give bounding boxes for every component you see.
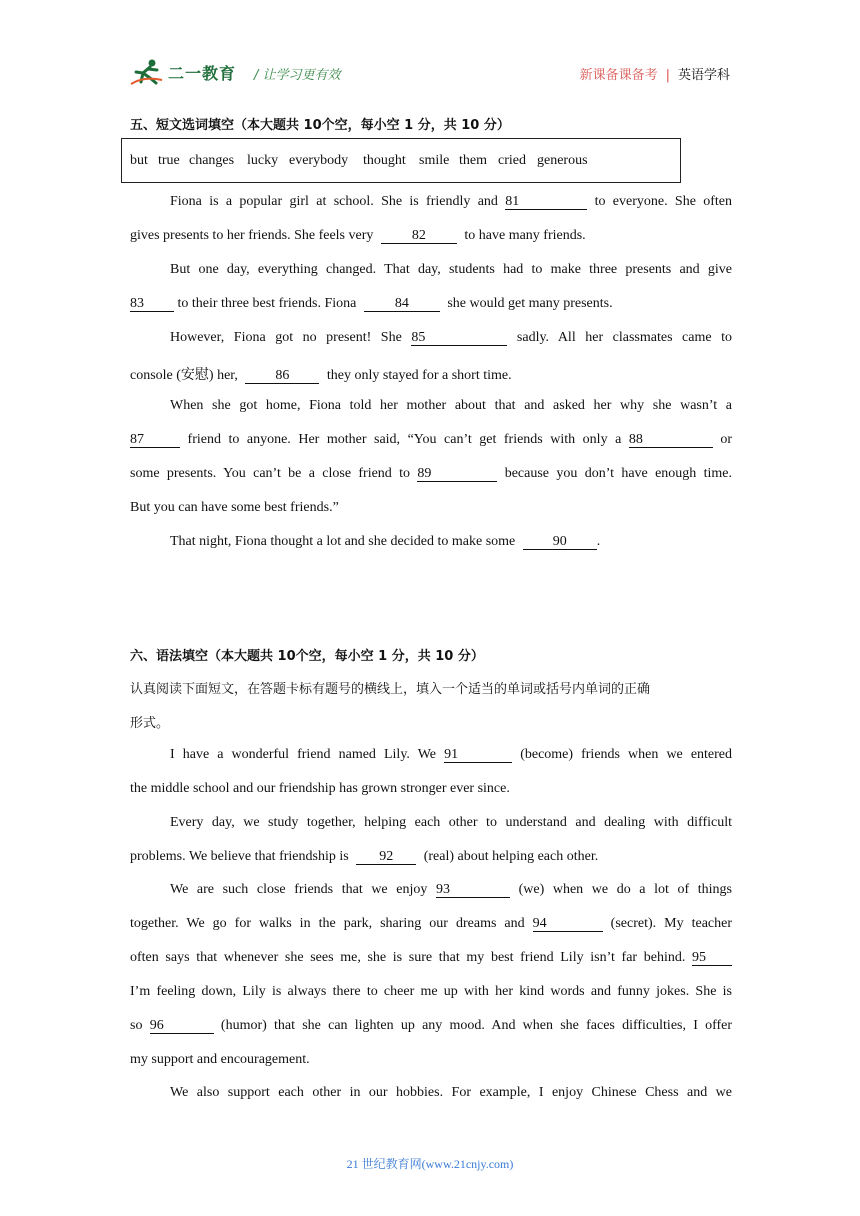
text: or bbox=[720, 432, 733, 447]
header-subject-label: 英语学科 bbox=[677, 68, 730, 83]
section5-title: 五、短文选词填空（本大题共 10个空，每小空 1 分，共 10 分） bbox=[130, 118, 510, 133]
passage5-line bbox=[130, 466, 732, 482]
blank-91[interactable]: 91 bbox=[444, 748, 512, 763]
word-bank-item: cried bbox=[498, 153, 526, 168]
blank-96[interactable]: 96 bbox=[150, 1019, 214, 1034]
passage5-line bbox=[130, 228, 586, 244]
text: to their three best friends. Fiona bbox=[177, 296, 357, 311]
text: console (安慰) her, bbox=[130, 368, 238, 383]
text: to have many friends. bbox=[464, 228, 586, 243]
word-bank-item: smile bbox=[419, 153, 450, 168]
passage5-line bbox=[170, 330, 732, 346]
blank-81[interactable]: 81 bbox=[505, 195, 587, 210]
word-bank-item: them bbox=[459, 153, 487, 168]
text: (become) friends when we entered bbox=[520, 747, 733, 762]
blank-95[interactable]: 95 bbox=[692, 951, 732, 966]
passage5-line: But one day, everything changed. That day, students had to make three presents and give bbox=[170, 262, 732, 277]
text: problems. We believe that friendship is bbox=[130, 849, 349, 864]
passage6-line: the middle school and our friendship has grown stronger ever since. bbox=[130, 781, 510, 796]
blank-82[interactable]: 82 bbox=[381, 229, 457, 244]
logo bbox=[130, 58, 236, 86]
passage5-line bbox=[170, 194, 732, 210]
text: they only stayed for a short time. bbox=[326, 368, 512, 383]
blank-88[interactable]: 88 bbox=[629, 433, 713, 448]
blank-86[interactable]: 86 bbox=[245, 369, 319, 384]
text: so bbox=[130, 1018, 143, 1033]
text: together. We go for walks in the park, sharing our dreams and bbox=[130, 916, 525, 931]
passage6-line bbox=[130, 950, 732, 966]
blank-89[interactable]: 89 bbox=[417, 467, 497, 482]
passage6-line: We also support each other in our hobbies. For example, I enjoy Chinese Chess and we bbox=[170, 1085, 732, 1100]
text: because you don’t have enough time. bbox=[504, 466, 733, 481]
blank-85[interactable]: 85 bbox=[411, 331, 507, 346]
blank-87[interactable]: 87 bbox=[130, 433, 180, 448]
text: often says that whenever she sees me, she is sure that my best friend Lily isn’t far behind. bbox=[130, 950, 686, 965]
passage5-line: When she got home, Fiona told her mother about that and asked her why she wasn’t a bbox=[170, 398, 732, 413]
header-right bbox=[580, 64, 730, 83]
word-bank-item: thought bbox=[363, 153, 406, 168]
text: However, Fiona got no present! She bbox=[170, 330, 402, 345]
passage6-line bbox=[130, 916, 732, 932]
logo-text: 二一教育 bbox=[168, 63, 237, 83]
text: (real) about helping each other. bbox=[423, 849, 599, 864]
blank-84[interactable]: 84 bbox=[364, 297, 440, 312]
text: (secret). My teacher bbox=[610, 916, 733, 931]
passage5-line: But you can have some best friends.” bbox=[130, 500, 339, 515]
blank-83[interactable]: 83 bbox=[130, 297, 174, 312]
passage6-line: I’m feeling down, Lily is always there to cheer me up with her kind words and funny jokes. She is bbox=[130, 984, 732, 999]
word-bank-item: changes bbox=[189, 153, 235, 168]
text: That night, Fiona thought a lot and she decided to make some bbox=[170, 534, 516, 549]
text: We are such close friends that we enjoy bbox=[170, 882, 428, 897]
passage5-line bbox=[130, 432, 732, 448]
blank-94[interactable]: 94 bbox=[533, 917, 603, 932]
text: gives presents to her friends. She feels very bbox=[130, 228, 374, 243]
passage6-line bbox=[130, 1018, 732, 1034]
text: some presents. You can’t be a close friend to bbox=[130, 466, 411, 481]
text: sadly. All her classmates came to bbox=[516, 330, 733, 345]
text: she would get many presents. bbox=[447, 296, 613, 311]
runner-logo-icon bbox=[130, 58, 164, 86]
text: to everyone. She often bbox=[594, 194, 732, 209]
word-bank-item: lucky bbox=[247, 153, 279, 168]
header-course-label: 新课备课备考 bbox=[579, 68, 658, 83]
text: (humor) that she can lighten up any mood. And when she faces difficulties, I offer bbox=[220, 1018, 733, 1033]
passage5-line bbox=[130, 364, 512, 384]
passage6-line bbox=[170, 882, 732, 898]
passage6-line: my support and encouragement. bbox=[130, 1052, 310, 1067]
blank-93[interactable]: 93 bbox=[436, 883, 510, 898]
text: I have a wonderful friend named Lily. We bbox=[170, 747, 437, 762]
section6-title: 六、语法填空（本大题共 10个空，每小空 1 分，共 10 分） bbox=[130, 649, 484, 664]
passage6-line bbox=[170, 747, 732, 763]
blank-92[interactable]: 92 bbox=[356, 850, 416, 865]
section6-instruction: 认真阅读下面短文，在答题卡标有题号的横线上，填入一个适当的单词或括号内单词的正确 bbox=[130, 682, 651, 697]
word-bank-item: but bbox=[130, 153, 148, 168]
word-bank-item: generous bbox=[537, 153, 588, 168]
text: friend to anyone. Her mother said, “You can’t get friends with only a bbox=[187, 432, 622, 447]
text: . bbox=[596, 534, 601, 549]
passage6-line bbox=[130, 849, 598, 865]
word-bank bbox=[121, 138, 681, 183]
slogan: / 让学习更有效 bbox=[254, 68, 341, 83]
passage5-line bbox=[130, 296, 613, 312]
passage6-line: Every day, we study together, helping each other to understand and dealing with difficult bbox=[170, 815, 732, 830]
passage5-line bbox=[170, 534, 600, 550]
blank-90[interactable]: 90 bbox=[523, 535, 597, 550]
header-separator: | bbox=[665, 68, 670, 83]
word-bank-item: true bbox=[158, 153, 180, 168]
section6-instruction: 形式。 bbox=[130, 716, 170, 731]
page-footer[interactable]: 21 世纪教育网(www.21cnjy.com) bbox=[346, 1157, 514, 1171]
word-bank-item: everybody bbox=[289, 153, 349, 168]
text: (we) when we do a lot of things bbox=[518, 882, 732, 897]
page-header bbox=[130, 58, 730, 90]
text: Fiona is a popular girl at school. She is friendly and bbox=[170, 194, 498, 209]
